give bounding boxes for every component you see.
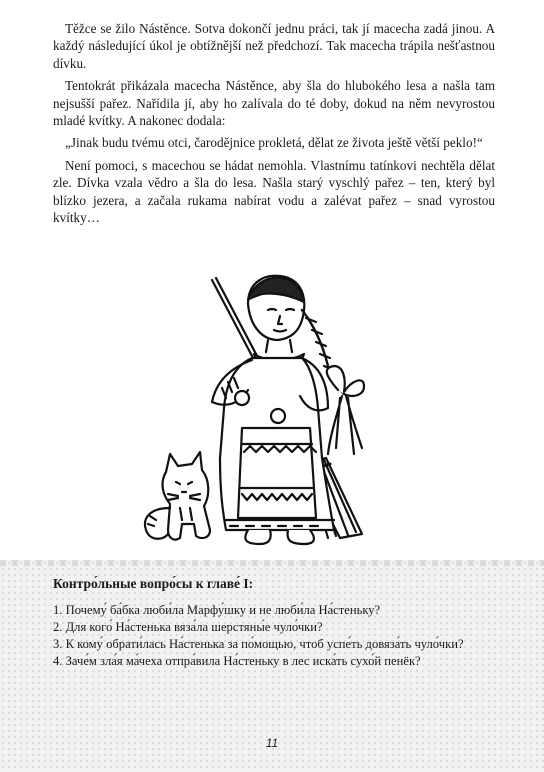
page-number: 11 [265, 736, 279, 750]
story-text [53, 20, 495, 231]
questions-title: Контро́льные вопро́сы к главе́ I: [53, 576, 254, 591]
question-item: 2. Для кого́ На́стенька вяза́ла шерстяны́е чуло́чки? [53, 620, 323, 634]
questions-list [53, 602, 503, 670]
story-paragraph-1: Těžce se žilo Nástěnce. Sotva dokončí jednu práci, tak jí macecha zadá jinou. A každý následující úkol je obtížnější než předchozí. Tak macecha trápila nešťastnou dívku. [53, 21, 495, 71]
story-paragraph-4: Není pomoci, s macechou se hádat nemohla. Vlastnímu tatínkovi nechtěla dělat zle. Dívka vzala vědro a šla do lesa. Našla starý vyschlý pařez – ten, který byl blízko jezera, a začala rukama nabírat vodu a zalévat pařez – snad vyrostou kvítky… [53, 157, 495, 226]
question-item: 4. Заче́м зла́я ма́чеха отпра́вила На́стеньку в лес иска́ть сухо́й пенёк? [53, 654, 421, 668]
question-item: 1. Почему́ ба́бка люби́ла Марфу́шку и не люби́ла На́стеньку? [53, 603, 381, 617]
question-item: 3. К кому́ обрати́лась На́стенька за по́мощью, чтоб успе́ть довяза́ть чуло́чки? [53, 637, 464, 651]
control-questions-panel [0, 560, 544, 772]
story-paragraph-3: „Jinak budu tvému otci, čarodějnice prokletá, dělat ze života ještě větší peklo!“ [65, 135, 483, 151]
girl-sweeping-icon [130, 258, 400, 550]
girl-with-broom-illustration [130, 258, 400, 550]
story-paragraph-2: Tentokrát přikázala macecha Nástěnce, aby šla do hlubokého lesa a našla tam nejsušší pařez. Nařídila jí, aby ho zalívala do té doby, dokud na něm nevyrostou mladé kvítky. A nakonec dodala: [53, 78, 495, 129]
